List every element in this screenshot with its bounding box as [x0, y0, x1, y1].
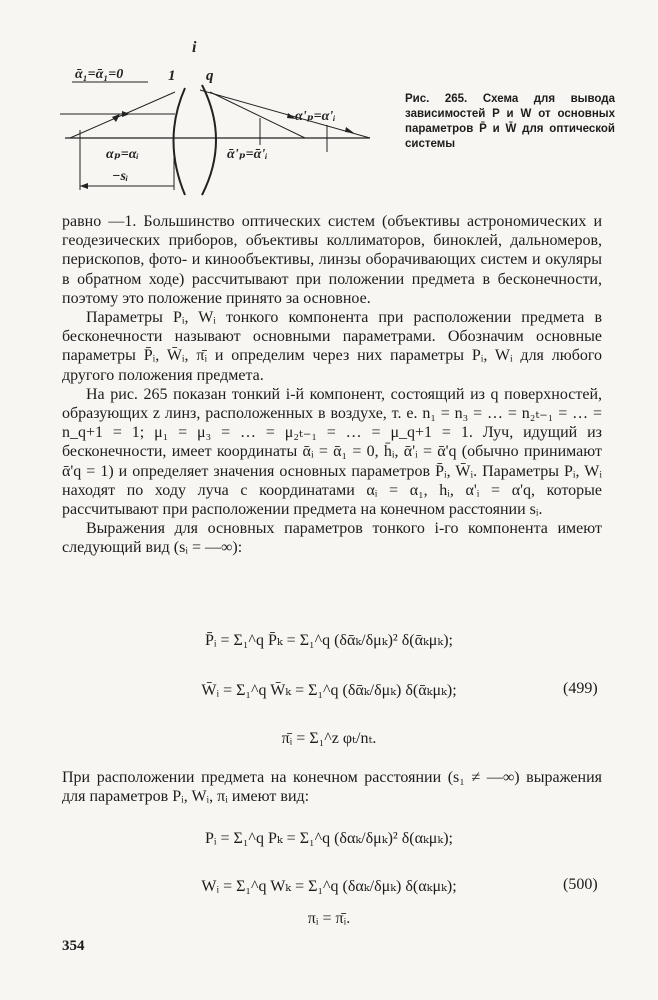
- ray-out-1: [210, 92, 305, 138]
- label-alpha-p-right: α'ₚ=α'ᵢ: [295, 109, 336, 124]
- paragraph-3: На рис. 265 показан тонкий i-й компонент, состоящий из q поверхностей, образующих z линз, расположенных в воздухе, т. е. n₁ = n₃ = … = n₂ₜ₋₁ = … = n_q+1 = 1; μ₁ = μ₃ = … = μ₂ₜ₋₁ = … = μ_q+1 = 1. Луч, идущий из бесконечности, имеет координаты ᾱᵢ = ᾱ₁ = 0, h̄ᵢ, ᾱ'ᵢ = ᾱ'q (обычно принимают ᾱ'q = 1) и определяет значения основных параметров P̄ᵢ, W̄ᵢ. Параметры Pᵢ, Wᵢ находят по ходу луча с координатами αᵢ = α₁, hᵢ, α'ᵢ = α'q, которые рассчитывают при расположении предмета на конечном расстоянии sᵢ.: [62, 385, 602, 519]
- label-alpha-top: ᾱ₁=ᾱ₁=0: [75, 67, 124, 82]
- body-text-2: [62, 768, 602, 806]
- label-s: −sᵢ: [112, 169, 129, 184]
- caption-number: Рис. 265.: [405, 93, 468, 105]
- page-number: 354: [62, 938, 85, 954]
- caption-text: Схема для вывода зависимостей P и W от основных параметров P̄ и W̄ для оптической системы: [405, 93, 615, 150]
- ray-arrow-3: [112, 114, 120, 122]
- s-arrow: [80, 183, 88, 189]
- label-i: i: [192, 39, 197, 56]
- equation-500-line-1: Pᵢ = Σ₁^q Pₖ = Σ₁^q (δαₖ/δμₖ)² δ(αₖμₖ);: [205, 830, 453, 847]
- paragraph-between: При расположении предмета на конечном расстоянии (s₁ ≠ —∞) выражения для параметров Pᵢ, Wᵢ, πᵢ имеют вид:: [62, 769, 602, 806]
- label-q: q: [206, 68, 214, 84]
- body-text-1: [62, 212, 602, 558]
- ray-arrow-4: [345, 127, 354, 133]
- equation-number-500: (500): [563, 876, 598, 893]
- equation-499-line-1: P̄ᵢ = Σ₁^q P̄ₖ = Σ₁^q (δᾱₖ/δμₖ)² δ(ᾱₖμₖ);: [205, 632, 453, 649]
- equation-500-line-2: Wᵢ = Σ₁^q Wₖ = Σ₁^q (δαₖ/δμₖ) δ(αₖμₖ);: [201, 878, 457, 895]
- paragraph-1: равно —1. Большинство оптических систем (объективы астрономических и геодезических приборов, объективы коллиматоров, биноклей, дальномеров, перископов, фото- и кинообъективы, линзы оборачивающих систем и окуляры в обратном ходе) рассчитывают при положении предмета в бесконечности, поэтому это положение принято за основное.: [62, 213, 602, 307]
- label-alpha-bottom: αₚ=αᵢ: [106, 147, 139, 162]
- ray-converging: [200, 90, 370, 138]
- optical-scheme-figure: [40, 30, 420, 205]
- lens-surface-q: [202, 85, 216, 195]
- equation-499-line-3: π̄ᵢ = Σ₁^z φₜ/nₜ.: [281, 730, 377, 747]
- equation-500-line-3: πᵢ = π̄ᵢ.: [307, 910, 351, 927]
- equation-499-line-2: W̄ᵢ = Σ₁^q W̄ₖ = Σ₁^q (δᾱₖ/δμₖ) δ(ᾱₖμₖ);: [201, 682, 457, 699]
- label-alpha-p-left: ᾱ'ₚ=ᾱ'ᵢ: [227, 147, 268, 162]
- paragraph-2: Параметры Pᵢ, Wᵢ тонкого компонента при расположении предмета в бесконечности называют основными параметрами. Обозначим основные параметры P̄ᵢ, W̄ᵢ, π̄ᵢ и определим через них параметры Pᵢ, Wᵢ для любого другого положения предмета.: [62, 309, 602, 384]
- figure-caption: [405, 92, 615, 152]
- label-1: 1: [168, 68, 176, 84]
- equation-number-499: (499): [563, 680, 598, 697]
- paragraph-4: Выражения для основных параметров тонкого i-го компонента имеют следующий вид (sᵢ = —∞):: [62, 520, 602, 557]
- lens-surface-1: [174, 88, 186, 195]
